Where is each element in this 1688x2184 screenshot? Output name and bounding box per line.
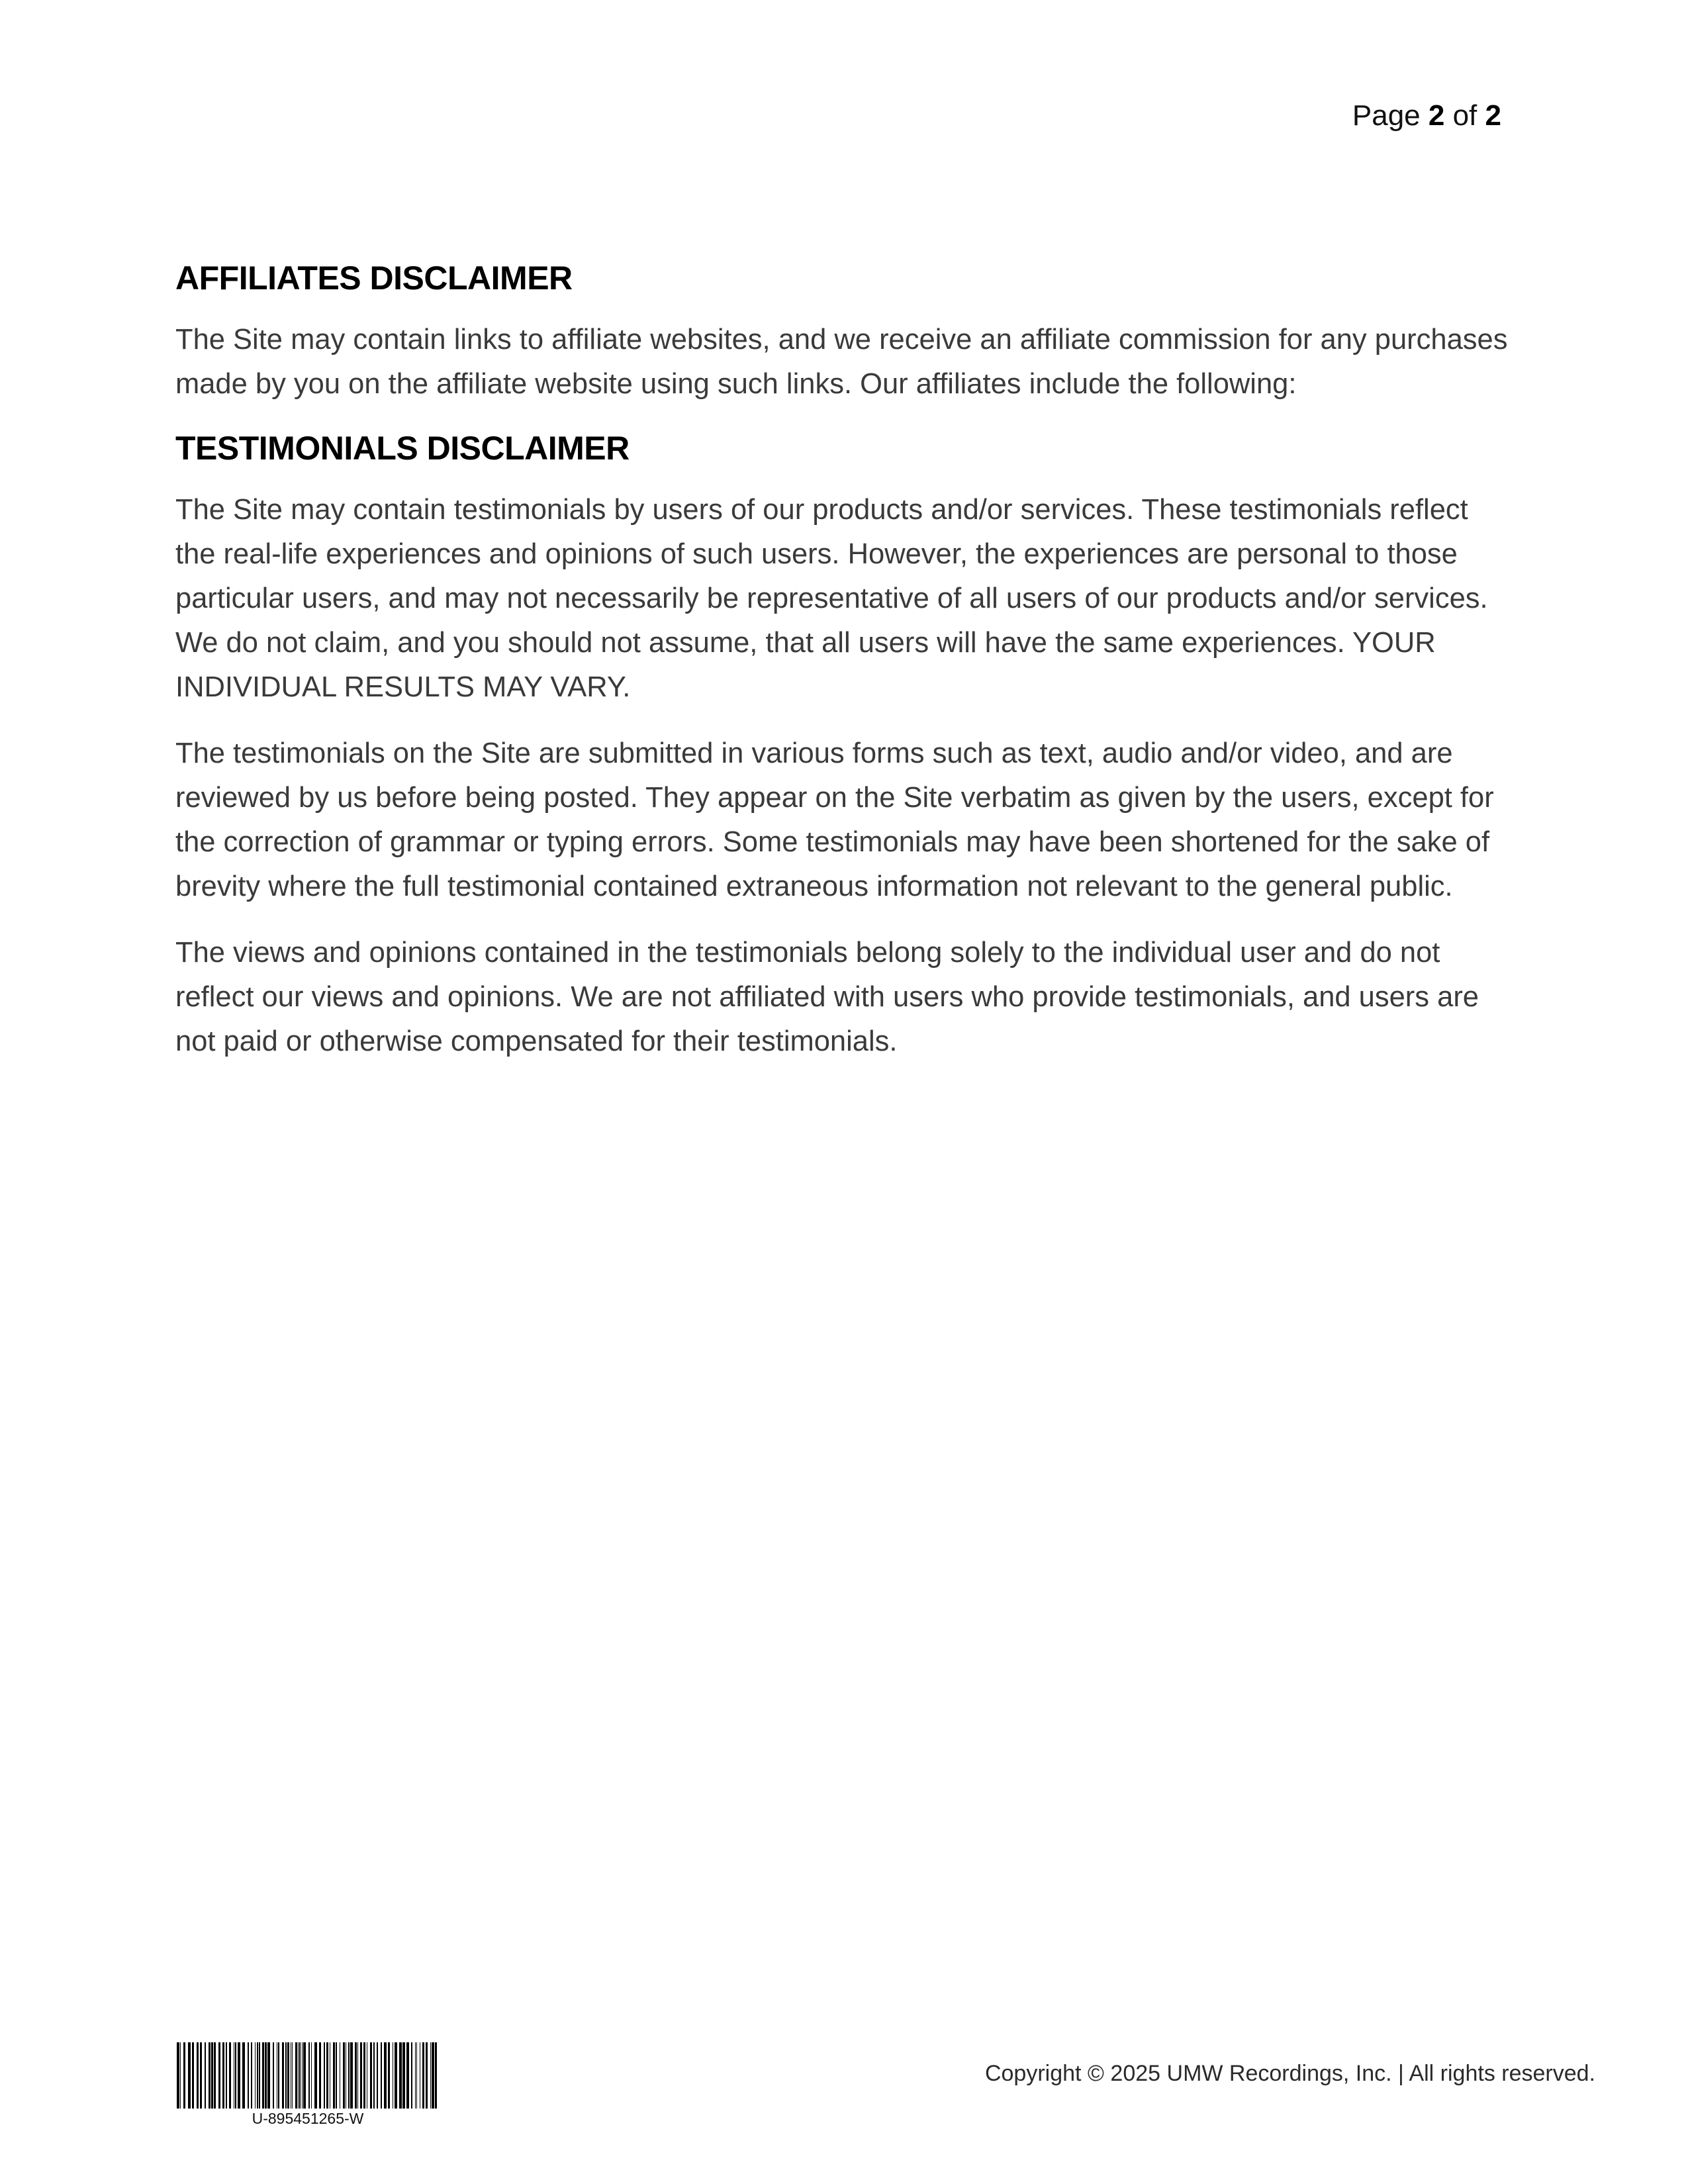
barcode-bar: [285, 2042, 287, 2109]
barcode-bar: [416, 2042, 417, 2109]
barcode-bar: [314, 2042, 317, 2109]
barcode-bar: [299, 2042, 301, 2109]
barcode-bar: [363, 2042, 365, 2109]
barcode-id: U-895451265-W: [252, 2110, 364, 2127]
barcode-bar: [267, 2042, 270, 2109]
barcode-bar: [430, 2042, 431, 2109]
barcode-bar: [415, 2042, 416, 2109]
barcode-bar: [422, 2042, 424, 2109]
barcode-bar: [278, 2042, 279, 2109]
barcode-bar: [183, 2042, 185, 2109]
barcode-bar: [282, 2042, 284, 2109]
barcode-bar: [426, 2042, 428, 2109]
barcode-bar: [192, 2042, 194, 2109]
barcode-bar: [257, 2042, 258, 2109]
barcode-bar: [302, 2042, 303, 2109]
testimonials-paragraph-1: The Site may contain testimonials by users of our products and/or services. These testimonials reflect the real-life experiences and opinions of such users. However, the experiences are personal to those particular users, and may not necessarily be representative of all users of our products and/or services. We do not claim, and you should not assume, that all users will have the same experiences. YOUR INDIVIDUAL RESULTS MAY VARY.: [175, 494, 1488, 703]
barcode-bar: [326, 2042, 328, 2109]
barcode-bar: [222, 2042, 224, 2109]
barcode-bar: [209, 2042, 211, 2109]
barcode-bar: [177, 2042, 179, 2109]
barcode-bar: [235, 2042, 236, 2109]
barcode-bar: [273, 2042, 274, 2109]
barcode-bar: [395, 2042, 397, 2109]
barcode-bar: [402, 2042, 405, 2109]
barcode-bar: [295, 2042, 297, 2109]
barcode-bar: [399, 2042, 402, 2109]
copyright-notice: Copyright © 2025 UMW Recordings, Inc. | All rights reserved.: [984, 2061, 1595, 2086]
barcode-bar: [355, 2042, 357, 2109]
total-pages: 2: [1485, 99, 1501, 132]
barcode-bar: [265, 2042, 267, 2109]
barcode-bar: [373, 2042, 375, 2109]
page-number: [1352, 99, 1501, 132]
testimonials-paragraph-3: The views and opinions contained in the testimonials belong solely to the individual user and do not reflect our views and opinions. We are not affiliated with users who provide testimonials, and users are not paid or otherwise compensated for their testimonials.: [175, 937, 1479, 1057]
barcode-bar: [333, 2042, 335, 2109]
barcode-bar: [350, 2042, 353, 2109]
barcode-bar: [384, 2042, 387, 2109]
barcode-bar: [377, 2042, 378, 2109]
testimonials-section: [175, 428, 1513, 1064]
barcode-bar: [303, 2042, 306, 2109]
barcode-bar: [180, 2042, 181, 2109]
page-prefix: Page: [1352, 99, 1429, 132]
barcode-bar: [298, 2042, 299, 2109]
barcode-bar: [370, 2042, 372, 2109]
current-page: 2: [1428, 99, 1445, 132]
barcode-bar: [248, 2042, 249, 2109]
barcode-bar: [242, 2042, 245, 2109]
barcode-bar: [214, 2042, 216, 2109]
barcode-bar: [226, 2042, 227, 2109]
barcode-bar: [262, 2042, 264, 2109]
barcode-bar: [238, 2042, 240, 2109]
barcode-bar: [259, 2042, 260, 2109]
barcode-bar: [229, 2042, 231, 2109]
document-body: [175, 258, 1513, 1086]
barcode-bar: [319, 2042, 321, 2109]
barcode-bar: [292, 2042, 293, 2109]
barcode: [175, 2042, 440, 2128]
barcode-bar: [308, 2042, 310, 2109]
barcode-bar: [388, 2042, 390, 2109]
barcode-bar: [200, 2042, 202, 2109]
barcode-bar: [205, 2042, 206, 2109]
barcode-bars: [175, 2042, 440, 2109]
barcode-bar: [435, 2042, 437, 2109]
barcode-bar: [311, 2042, 312, 2109]
barcode-bar: [432, 2042, 434, 2109]
testimonials-paragraph-2: The testimonials on the Site are submitted in various forms such as text, audio and/or video, and are reviewed by us before being posted. They appear on the Site verbatim as given by the users, except for the correction of grammar or typing errors. Some testimonials may have been shortened for the sake of brevity where the full testimonial contained extraneous information not relevant to the general public.: [175, 737, 1494, 902]
affiliates-section: [175, 258, 1513, 406]
barcode-bar: [197, 2042, 199, 2109]
barcode-bar: [406, 2042, 409, 2109]
barcode-bar: [411, 2042, 412, 2109]
barcode-bar: [343, 2042, 345, 2109]
page-of: of: [1444, 99, 1485, 132]
barcode-bar: [360, 2042, 362, 2109]
barcode-bar: [188, 2042, 191, 2109]
barcode-bar: [287, 2042, 289, 2109]
barcode-bar: [381, 2042, 382, 2109]
barcode-bar: [357, 2042, 358, 2109]
testimonials-heading: TESTIMONIALS DISCLAIMER: [175, 430, 630, 467]
affiliates-paragraph: The Site may contain links to affiliate websites, and we receive an affiliate commission for any purchases made by you on the affiliate website using such links. Our affiliates include the following:: [175, 324, 1508, 400]
barcode-bar: [348, 2042, 350, 2109]
barcode-bar: [218, 2042, 220, 2109]
affiliates-heading: AFFILIATES DISCLAIMER: [175, 260, 573, 297]
barcode-bar: [211, 2042, 213, 2109]
barcode-bar: [336, 2042, 337, 2109]
barcode-bar: [251, 2042, 252, 2109]
barcode-bar: [255, 2042, 256, 2109]
barcode-bar: [324, 2042, 325, 2109]
